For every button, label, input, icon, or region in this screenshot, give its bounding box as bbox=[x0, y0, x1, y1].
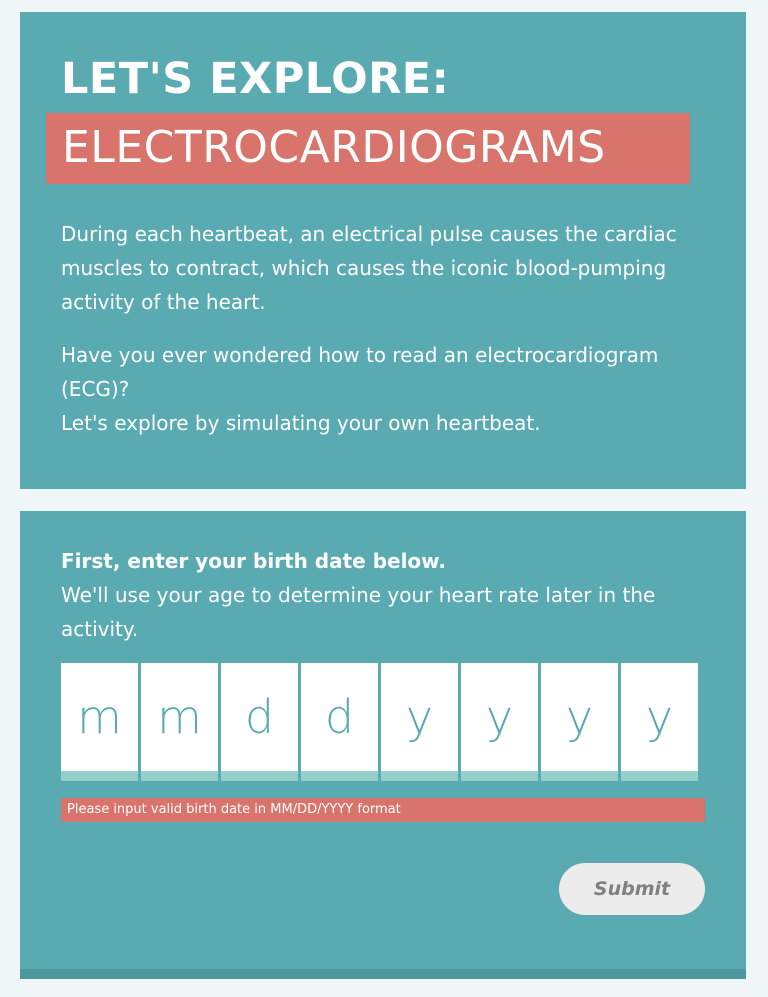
digit-box-year-4 bbox=[621, 663, 698, 781]
form-prompt bbox=[61, 544, 711, 646]
digit-box-month-2 bbox=[141, 663, 218, 781]
form-prompt-detail: We'll use your age to determine your heart rate later in the activity. bbox=[61, 583, 656, 641]
intro-paragraph-2-line-1: Have you ever wondered how to read an electrocardiogram (ECG)? bbox=[61, 343, 659, 401]
intro-card bbox=[20, 12, 746, 489]
birthdate-digit-inputs bbox=[61, 663, 698, 781]
day-digit-1-input[interactable] bbox=[221, 663, 298, 771]
year-digit-1-input[interactable] bbox=[381, 663, 458, 771]
page-title: ELECTROCARDIOGRAMS bbox=[62, 122, 606, 173]
digit-box-month-1 bbox=[61, 663, 138, 781]
digit-box-year-2 bbox=[461, 663, 538, 781]
validation-error-message: Please input valid birth date in MM/DD/YYYY format bbox=[61, 798, 705, 822]
month-digit-2-input[interactable] bbox=[141, 663, 218, 771]
digit-box-day-2 bbox=[301, 663, 378, 781]
year-digit-2-input[interactable] bbox=[461, 663, 538, 771]
intro-paragraph-2 bbox=[61, 338, 701, 440]
birthdate-form-card bbox=[20, 511, 746, 979]
intro-paragraph-2-line-2: Let's explore by simulating your own heartbeat. bbox=[61, 411, 541, 435]
year-digit-3-input[interactable] bbox=[541, 663, 618, 771]
month-digit-1-input[interactable] bbox=[61, 663, 138, 771]
day-digit-2-input[interactable] bbox=[301, 663, 378, 771]
digit-box-day-1 bbox=[221, 663, 298, 781]
submit-button[interactable]: Submit bbox=[559, 863, 705, 915]
intro-paragraph-1: During each heartbeat, an electrical pulse causes the cardiac muscles to contract, which causes the iconic blood-pumping activity of the heart. bbox=[61, 222, 677, 314]
year-digit-4-input[interactable] bbox=[621, 663, 698, 771]
digit-box-year-3 bbox=[541, 663, 618, 781]
digit-box-year-1 bbox=[381, 663, 458, 781]
form-prompt-bold: First, enter your birth date below. bbox=[61, 549, 446, 573]
kicker-heading: LET'S EXPLORE: bbox=[61, 54, 450, 104]
title-banner bbox=[46, 113, 690, 184]
